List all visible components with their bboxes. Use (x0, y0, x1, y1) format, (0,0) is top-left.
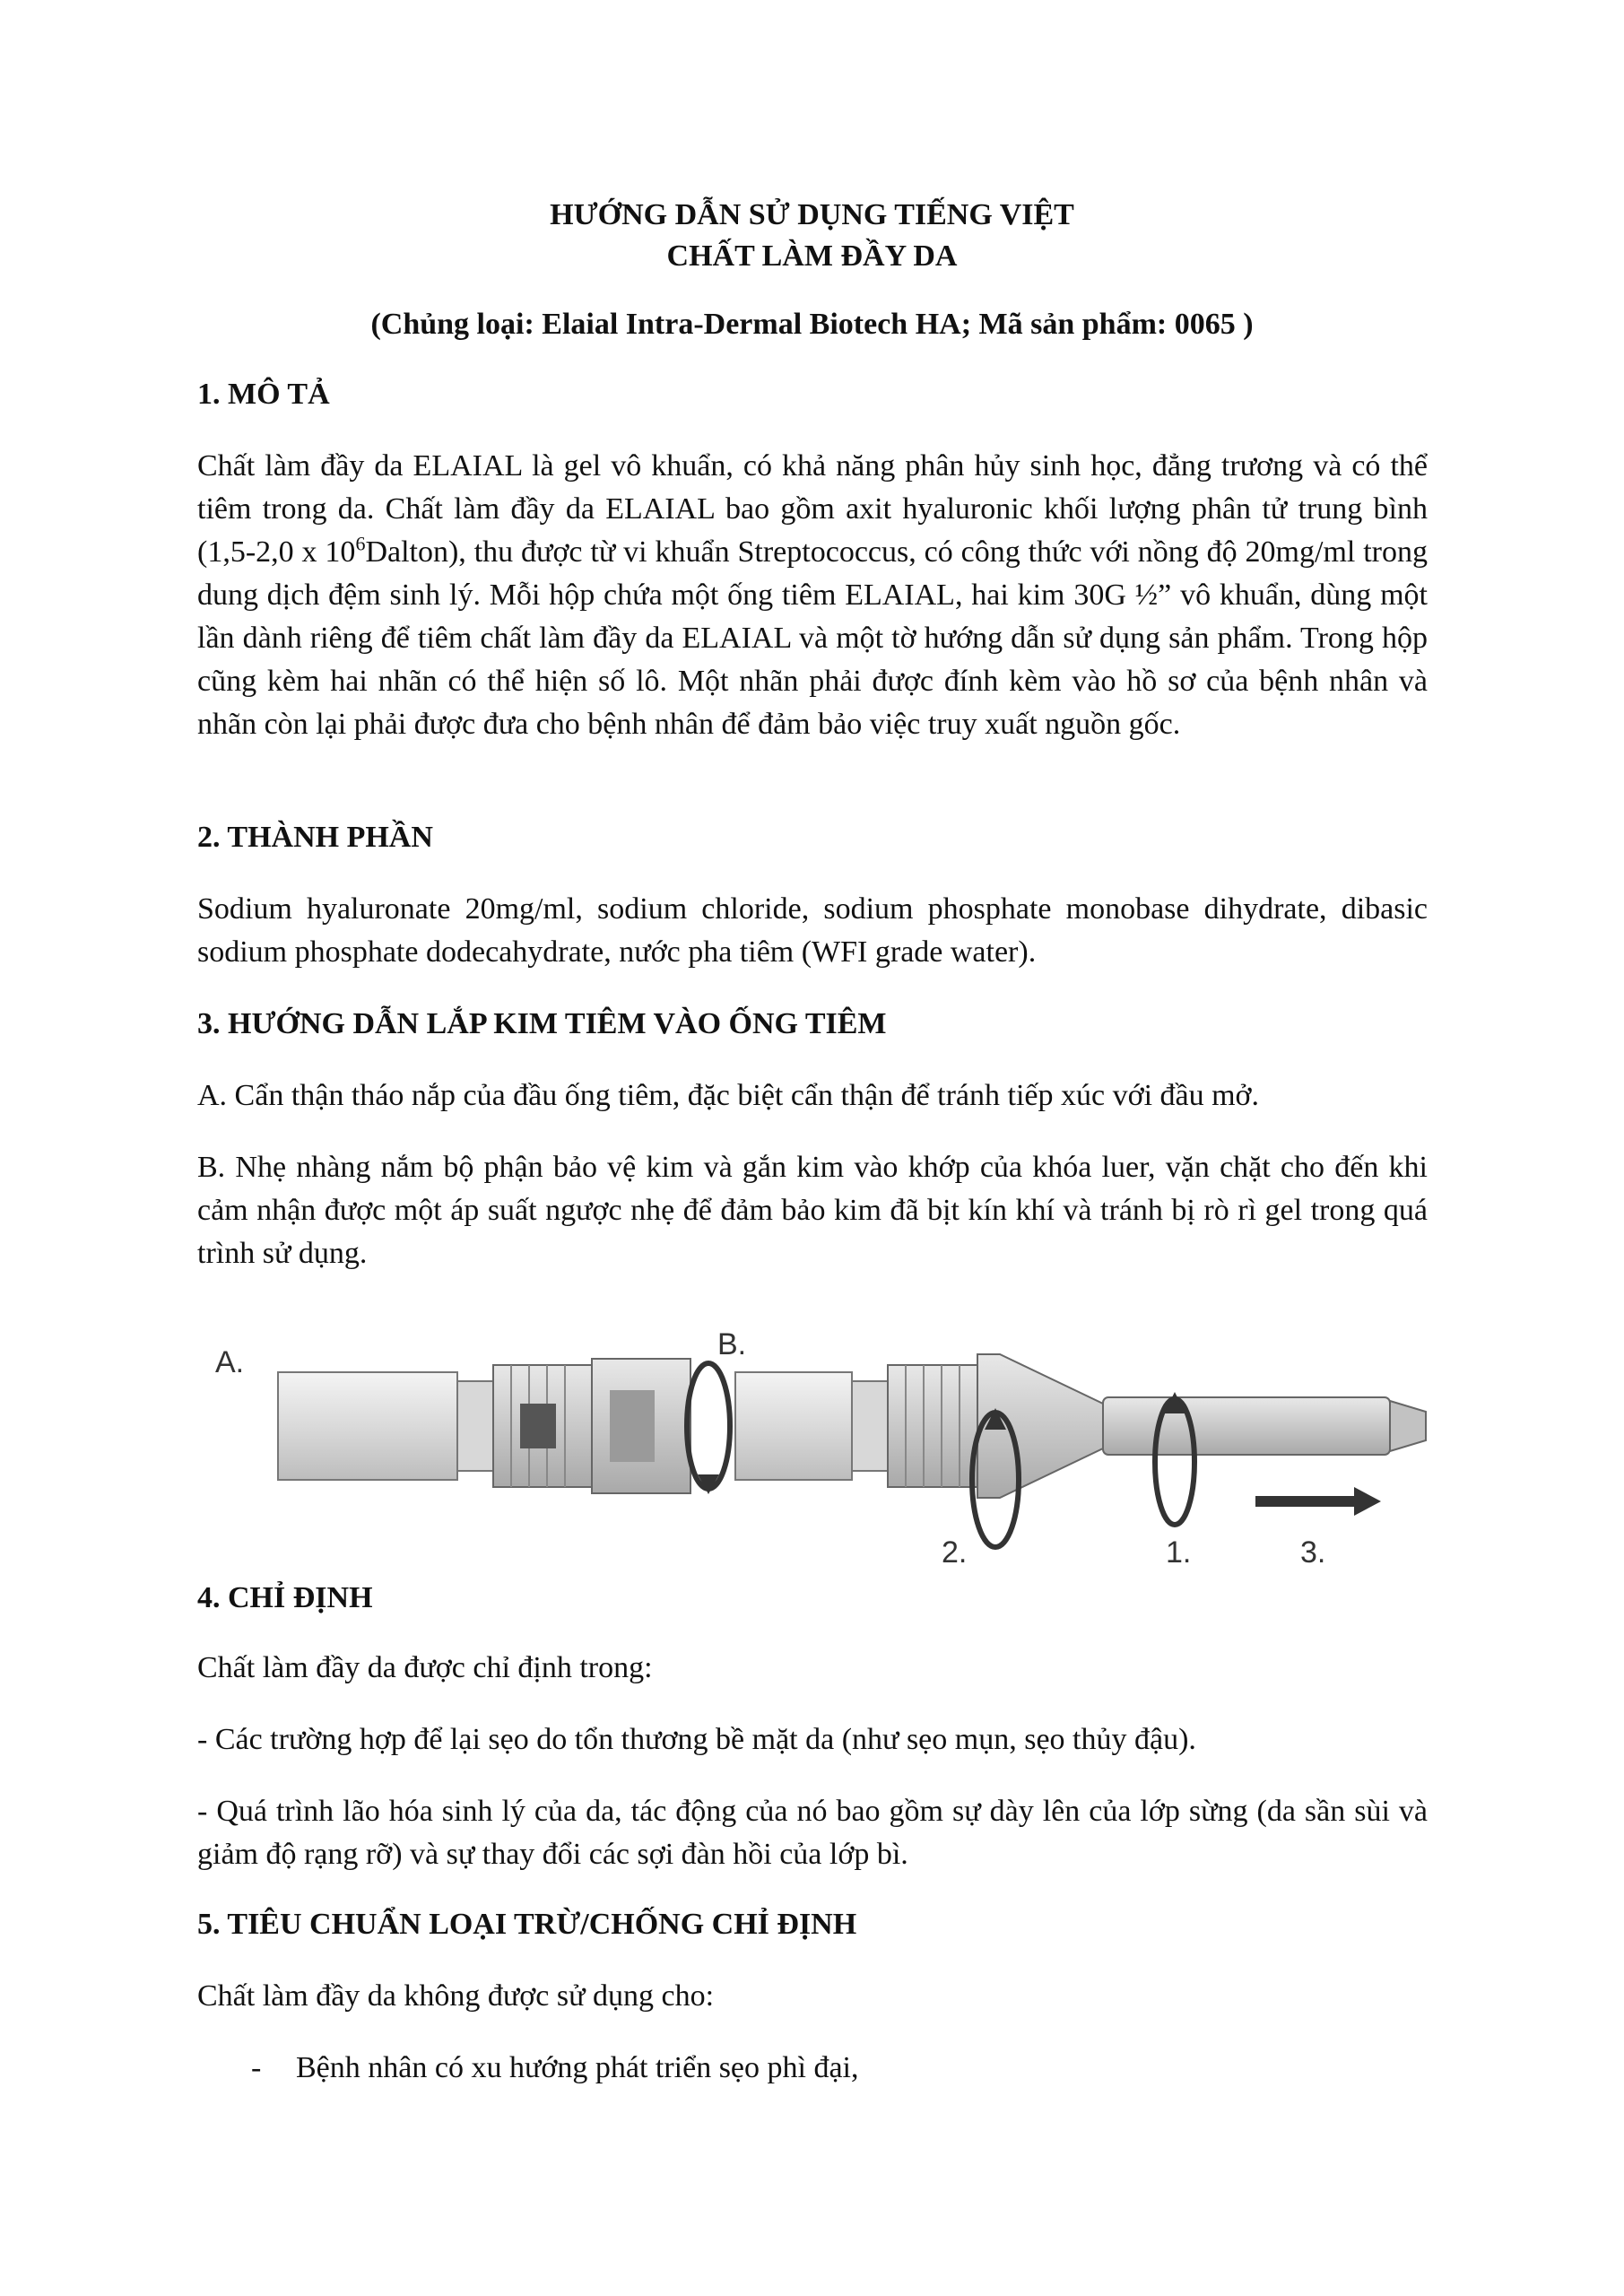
section1-text-a: Chất làm đầy da ELAIAL là gel vô khuẩn, có khả năng phân hủy sinh học, đẳng trương và có thể tiêm trong da. Chất làm đầy da ELAIAL bao gồm axit hyaluronic khối lượng phân tử trung bình (1,5-2,0 x 10 (197, 449, 1428, 569)
needle-assembly-illustration (206, 1318, 1444, 1570)
document-title-line2: CHẤT LÀM ĐẦY DA (666, 239, 958, 273)
figure-label-b: B. (717, 1327, 747, 1361)
figure-step-3: 3. (1300, 1535, 1326, 1570)
section2-paragraph: Sodium hyaluronate 20mg/ml, sodium chloride, sodium phosphate monobase dihydrate, dibasic sodium phosphate dodecahydrate, nước pha tiêm (WFI grade water). (197, 892, 1428, 969)
section4-heading: 4. CHỈ ĐỊNH (197, 1581, 373, 1614)
syringe-a (278, 1359, 730, 1494)
section5-bullet1: Bệnh nhân có xu hướng phát triển sẹo phì đại, (296, 2051, 859, 2084)
document-title-line1: HƯỚNG DẪN SỬ DỤNG TIẾNG VIỆT (550, 198, 1074, 231)
needle-assembly-figure (206, 1318, 1444, 1570)
section1-heading: 1. MÔ TẢ (197, 378, 330, 411)
figure-step-2: 2. (942, 1535, 968, 1570)
figure-label-a: A. (215, 1345, 245, 1379)
section5-heading: 5. TIÊU CHUẨN LOẠI TRỪ/CHỐNG CHỈ ĐỊNH (197, 1908, 857, 1941)
syringe-b (735, 1354, 1426, 1547)
section5-bullet-mark: - (251, 2051, 262, 2084)
section1-text-b: Dalton), thu được từ vi khuẩn Streptococcus, có công thức với nồng độ 20mg/ml trong dung dịch đệm sinh lý. Mỗi hộp chứa một ống tiêm ELAIAL, hai kim 30G ½” vô khuẩn, dùng một lần dành riêng để tiêm chất làm đầy da ELAIAL và một tờ hướng dẫn sử dụng sản phẩm. Trong hộp cũng kèm hai nhãn có thể hiện số lô. Một nhãn phải được đính kèm vào hồ sơ của bệnh nhân và nhãn còn lại phải được đưa cho bệnh nhân để đảm bảo việc truy xuất nguồn gốc. (197, 535, 1428, 741)
section4-item1: - Các trường hợp để lại sẹo do tổn thương bề mặt da (như sẹo mụn, sẹo thủy đậu). (197, 1723, 1196, 1756)
document-subtitle: (Chủng loại: Elaial Intra-Dermal Biotech HA; Mã sản phẩm: 0065 ) (370, 308, 1254, 341)
section5-intro: Chất làm đầy da không được sử dụng cho: (197, 1979, 715, 2013)
section4-intro: Chất làm đầy da được chỉ định trong: (197, 1651, 653, 1684)
section4-item2: - Quá trình lão hóa sinh lý của da, tác động của nó bao gồm sự dày lên của lớp sừng (da sần sùi và giảm độ rạng rỡ) và sự thay đổi các sợi đàn hồi của lớp bì. (197, 1795, 1428, 1871)
section1-superscript: 6 (355, 532, 366, 555)
section1-paragraph (197, 445, 1428, 746)
section3-step-b: B. Nhẹ nhàng nắm bộ phận bảo vệ kim và gắn kim vào khớp của khóa luer, vặn chặt cho đến khi cảm nhận được một áp suất ngược nhẹ để đảm bảo kim đã bịt kín khí và tránh bị rò rì gel trong quá trình sử dụng. (197, 1151, 1428, 1270)
section3-heading: 3. HƯỚNG DẪN LẮP KIM TIÊM VÀO ỐNG TIÊM (197, 1007, 887, 1040)
section3-step-a: A. Cẩn thận tháo nắp của đầu ống tiêm, đặc biệt cẩn thận để tránh tiếp xúc với đầu mở. (197, 1079, 1260, 1112)
section2-heading: 2. THÀNH PHẦN (197, 821, 433, 854)
figure-step-1: 1. (1166, 1535, 1192, 1570)
